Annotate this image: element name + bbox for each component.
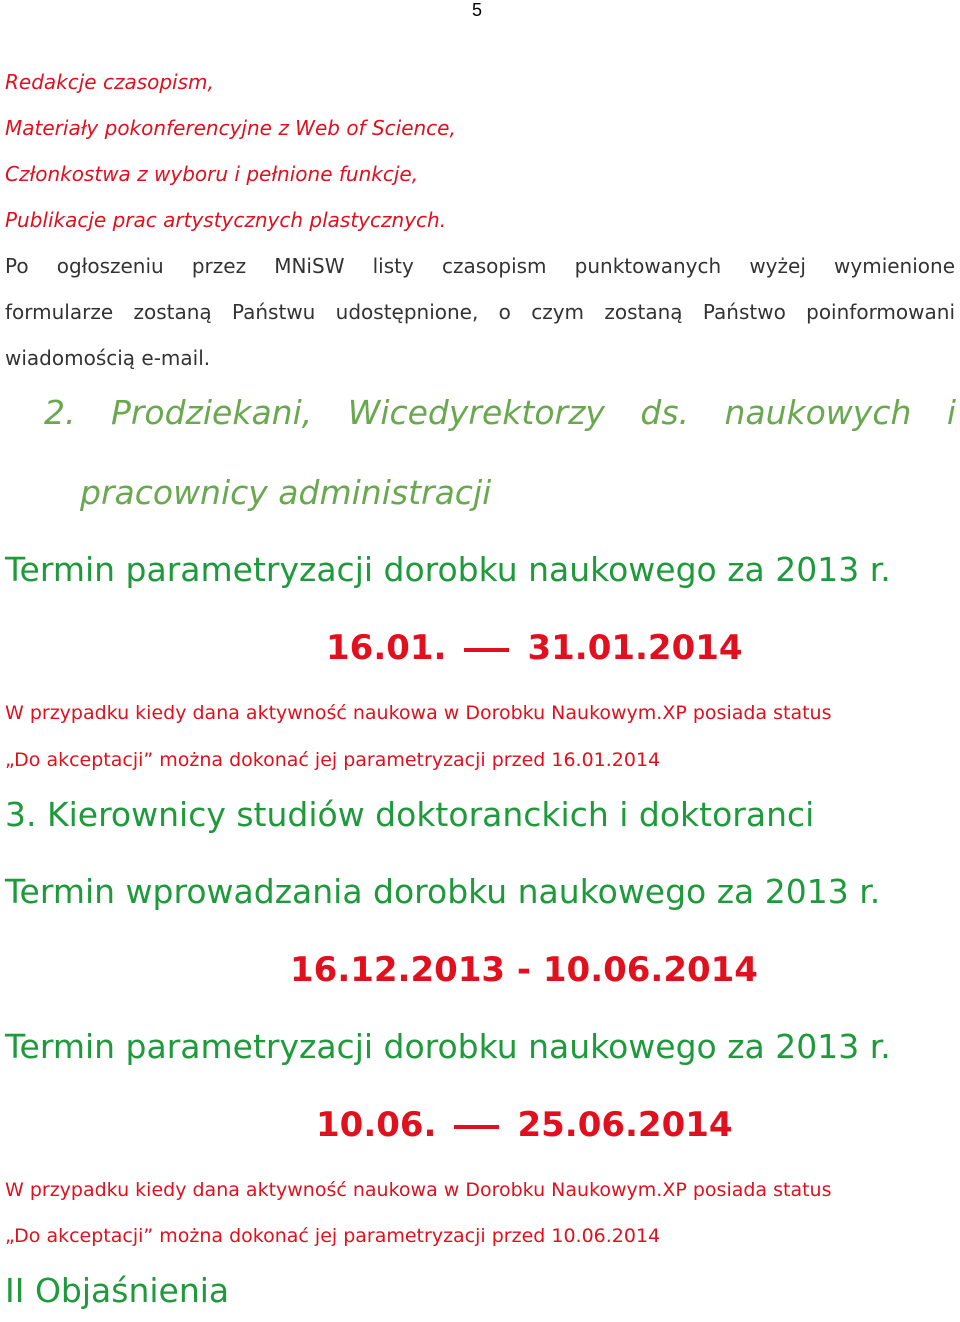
section-2-date-range	[326, 628, 743, 668]
list-item-art-publications: Publikacje prac artystycznych plastycznych.	[5, 208, 447, 232]
list-item-conference-materials: Materiały pokonferencyjne z Web of Science,	[5, 116, 456, 140]
date-end: 25.06.2014	[517, 1105, 733, 1145]
section-2-word: i	[946, 393, 956, 432]
section-3-param-date-range	[316, 1105, 733, 1145]
paragraph-line-3: wiadomością e-mail.	[5, 346, 211, 370]
section-3-input-date-range: 16.12.2013 - 10.06.2014	[290, 950, 758, 990]
date-start: 16.01.	[326, 628, 447, 668]
section-ii-heading: II Objaśnienia	[5, 1271, 230, 1310]
page-number: 5	[472, 0, 483, 20]
section-2-word: 2.	[44, 393, 76, 432]
date-dash	[454, 1125, 499, 1129]
section-2-note-line-1: W przypadku kiedy dana aktywność naukowa w Dorobku Naukowym.XP posiada status	[5, 702, 832, 724]
section-2-word: ds.	[640, 393, 690, 432]
section-3-heading: 3. Kierownicy studiów doktoranckich i doktoranci	[5, 795, 815, 834]
date-end: 31.01.2014	[527, 628, 743, 668]
date-start: 10.06.	[316, 1105, 437, 1145]
section-3-param-term-heading: Termin parametryzacji dorobku naukowego za 2013 r.	[5, 1027, 891, 1066]
paragraph-line-1: Po ogłoszeniu przez MNiSW listy czasopism punktowanych wyżej wymienione	[5, 254, 955, 278]
paragraph-line-2: formularze zostaną Państwu udostępnione, o czym zostaną Państwo poinformowani	[5, 300, 955, 324]
section-2-word: Wicedyrektorzy	[347, 393, 605, 432]
list-item-memberships: Członkostwa z wyboru i pełnione funkcje,	[5, 162, 419, 186]
section-2-heading-line-2: pracownicy administracji	[80, 473, 492, 512]
date-dash	[464, 648, 509, 652]
section-2-heading	[44, 393, 956, 432]
section-2-word: Prodziekani,	[110, 393, 313, 432]
section-3-note-line-2: „Do akceptacji” można dokonać jej parametryzacji przed 10.06.2014	[5, 1225, 661, 1247]
list-item-journal-editorial: Redakcje czasopism,	[5, 70, 214, 94]
section-3-note-line-1: W przypadku kiedy dana aktywność naukowa w Dorobku Naukowym.XP posiada status	[5, 1179, 832, 1201]
section-2-word: naukowych	[724, 393, 912, 432]
section-2-note-line-2: „Do akceptacji” można dokonać jej parametryzacji przed 16.01.2014	[5, 749, 661, 771]
section-2-term-heading: Termin parametryzacji dorobku naukowego za 2013 r.	[5, 550, 891, 589]
section-3-input-term-heading: Termin wprowadzania dorobku naukowego za 2013 r.	[5, 872, 881, 911]
